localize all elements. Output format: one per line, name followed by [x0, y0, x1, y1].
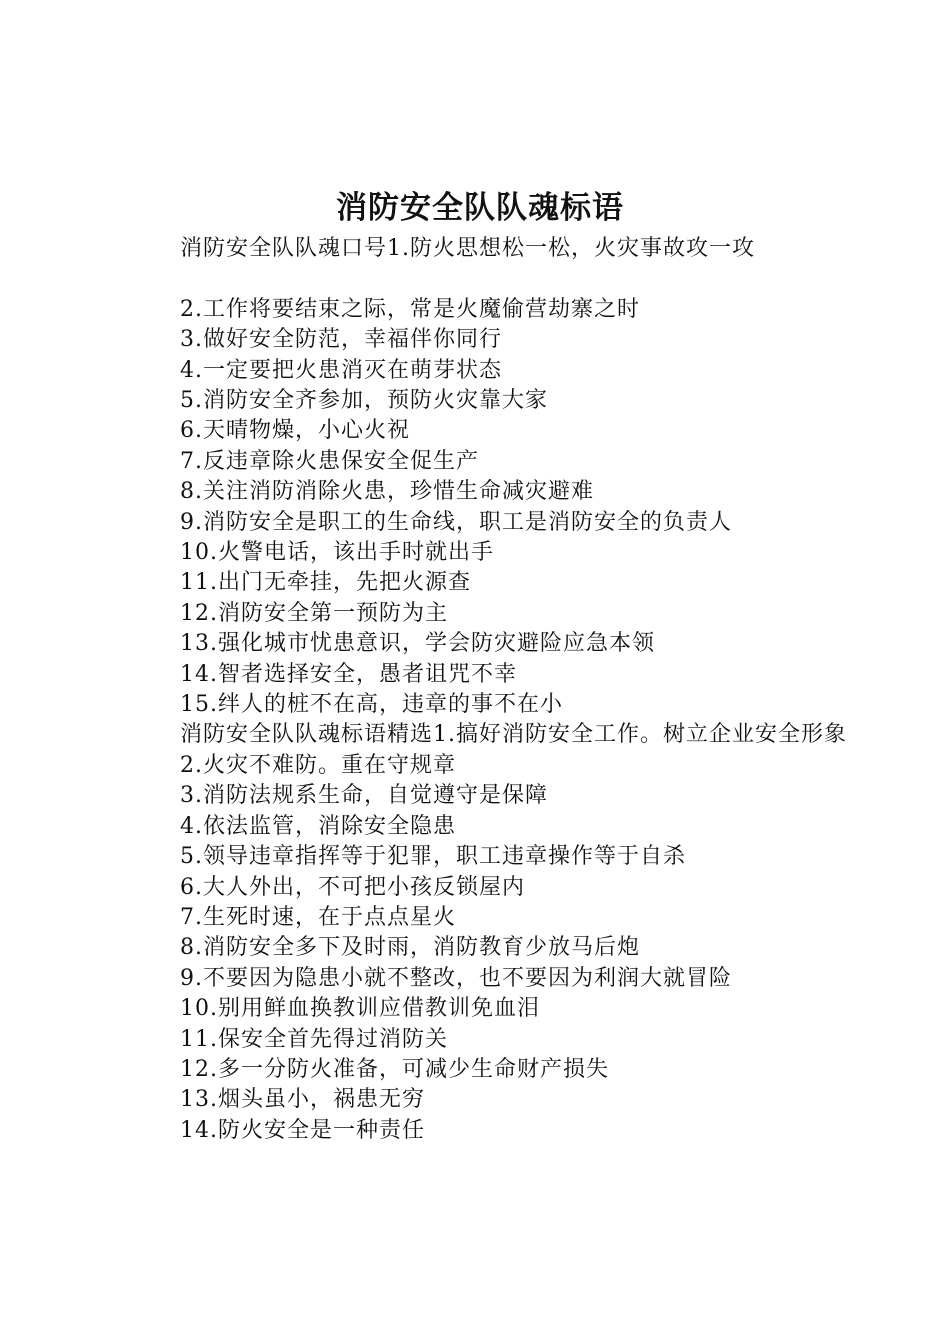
list-item: 13.烟头虽小，祸患无穷	[180, 1087, 425, 1113]
list-item: 7.生死时速，在于点点星火	[180, 904, 456, 930]
list-item: 5.消防安全齐参加，预防火灾靠大家	[180, 388, 548, 414]
list-item: 2.工作将要结束之际，常是火魔偷营劫寨之时	[180, 296, 640, 322]
list-item: 14.智者选择安全，愚者诅咒不幸	[180, 661, 517, 687]
list-item: 6.天晴物燥，小心火祝	[180, 418, 410, 444]
list-item: 8.消防安全多下及时雨，消防教育少放马后炮	[180, 935, 640, 961]
list-item: 11.保安全首先得过消防关	[180, 1026, 448, 1052]
section2-list	[129, 751, 849, 1146]
list-item: 5.领导违章指挥等于犯罪，职工违章操作等于自杀	[180, 844, 686, 870]
list-item: 14.防火安全是一种责任	[180, 1117, 425, 1143]
list-item: 2.火灾不难防。重在守规章	[180, 752, 456, 778]
section1-list	[129, 295, 849, 721]
list-item: 7.反违章除火患保安全促生产	[180, 448, 479, 474]
list-item: 4.一定要把火患消灭在萌芽状态	[180, 357, 502, 383]
list-item: 3.消防法规系生命，自觉遵守是保障	[180, 783, 548, 809]
list-item: 3.做好安全防范，幸福伴你同行	[180, 327, 502, 353]
document-title: 消防安全队队魂标语	[336, 190, 624, 226]
list-item: 11.出门无牵挂，先把火源查	[180, 570, 471, 596]
list-item: 9.不要因为隐患小就不整改，也不要因为利润大就冒险	[180, 965, 732, 991]
list-item: 15.绊人的桩不在高，违章的事不在小	[180, 692, 563, 718]
list-item: 4.依法监管，消除安全隐患	[180, 813, 456, 839]
list-item: 10.火警电话，该出手时就出手	[180, 540, 494, 566]
list-item: 12.多一分防火准备，可减少生命财产损失	[180, 1056, 609, 1082]
list-item: 9.消防安全是职工的生命线，职工是消防安全的负责人	[180, 509, 732, 535]
paragraph-gap	[129, 264, 849, 294]
document-body	[129, 234, 849, 1146]
list-item: 6.大人外出，不可把小孩反锁屋内	[180, 874, 525, 900]
section2-intro: 消防安全队队魂标语精选1.搞好消防安全工作。树立企业安全形象	[180, 722, 847, 748]
list-item: 10.别用鲜血换教训应借教训免血泪	[180, 996, 540, 1022]
section1-intro: 消防安全队队魂口号1.防火思想松一松，火灾事故攻一攻	[180, 236, 755, 261]
list-item: 13.强化城市忧患意识，学会防灾避险应急本领	[180, 631, 655, 657]
list-item: 8.关注消防消除火患，珍惜生命减灾避难	[180, 479, 594, 505]
list-item: 12.消防安全第一预防为主	[180, 600, 448, 626]
